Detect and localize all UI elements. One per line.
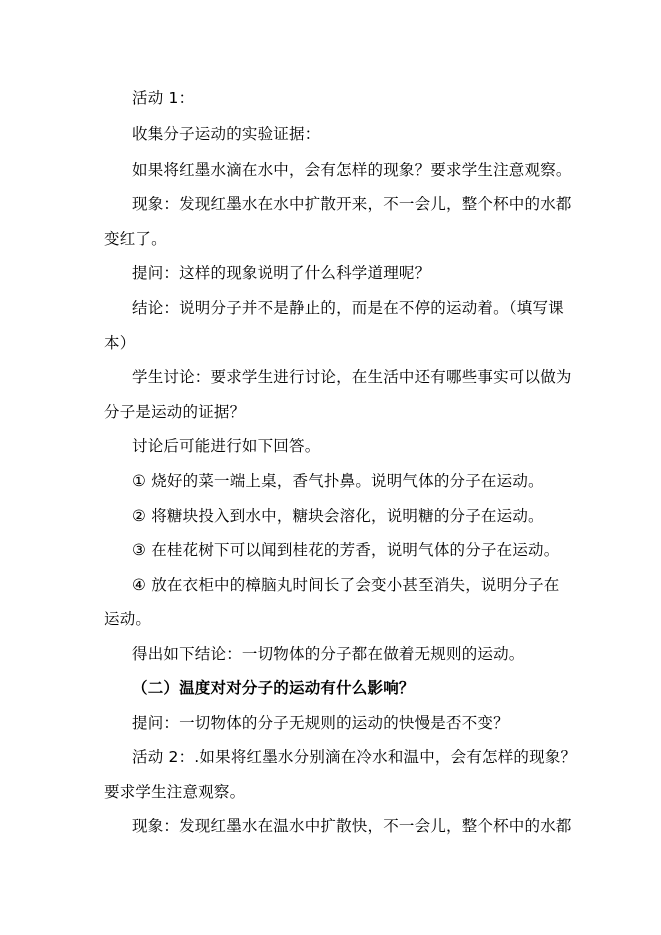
paragraph-conclusion-1-cont: 本） (104, 334, 136, 352)
paragraph-answers-intro: 讨论后可能进行如下回答。 (132, 437, 321, 455)
paragraph-ask-1: 提问：这样的现象说明了什么科学道理呢？ (132, 264, 431, 282)
paragraph-question-red-ink: 如果将红墨水滴在水中，会有怎样的现象？要求学生注意观察。 (132, 161, 572, 179)
activity-1-label: 活动 1： (132, 89, 195, 107)
paragraph-ask-2: 提问：一切物体的分子无规则的运动的快慢是否不变？ (132, 714, 509, 732)
list-item-1: ① 烧好的菜一端上桌，香气扑鼻。说明气体的分子在运动。 (132, 472, 544, 490)
paragraph-phenomenon-1-cont: 变红了。 (104, 230, 167, 248)
list-item-4: ④ 放在衣柜中的樟脑丸时间长了会变小甚至消失，说明分子在 (132, 576, 560, 594)
section-heading-temperature: （二）温度对对分子的运动有什么影响？ (132, 679, 415, 697)
paragraph-general-conclusion: 得出如下结论：一切物体的分子都在做着无规则的运动。 (132, 645, 525, 663)
list-item-2: ② 将糖块投入到水中，糖块会溶化，说明糖的分子在运动。 (132, 507, 544, 525)
paragraph-activity-2: 活动 2：.如果将红墨水分别滴在冷水和温中，会有怎样的现象？ (132, 748, 577, 766)
paragraph-discussion-cont: 分子是运动的证据？ (104, 403, 246, 421)
paragraph-phenomenon-1: 现象：发现红墨水在水中扩散开来，不一会儿，整个杯中的水都 (132, 195, 572, 213)
paragraph-conclusion-1: 结论：说明分子并不是静止的，而是在不停的运动着。（填写课 (132, 299, 564, 317)
paragraph-collect-evidence: 收集分子运动的实验证据： (132, 125, 321, 143)
paragraph-activity-2-cont: 要求学生注意观察。 (104, 783, 246, 801)
paragraph-phenomenon-2: 现象：发现红墨水在温水中扩散快，不一会儿，整个杯中的水都 (132, 817, 572, 835)
list-item-4-cont: 运动。 (104, 610, 152, 628)
paragraph-discussion: 学生讨论：要求学生进行讨论，在生活中还有哪些事实可以做为 (132, 368, 572, 386)
list-item-3: ③ 在桂花树下可以闻到桂花的芳香，说明气体的分子在运动。 (132, 541, 560, 559)
